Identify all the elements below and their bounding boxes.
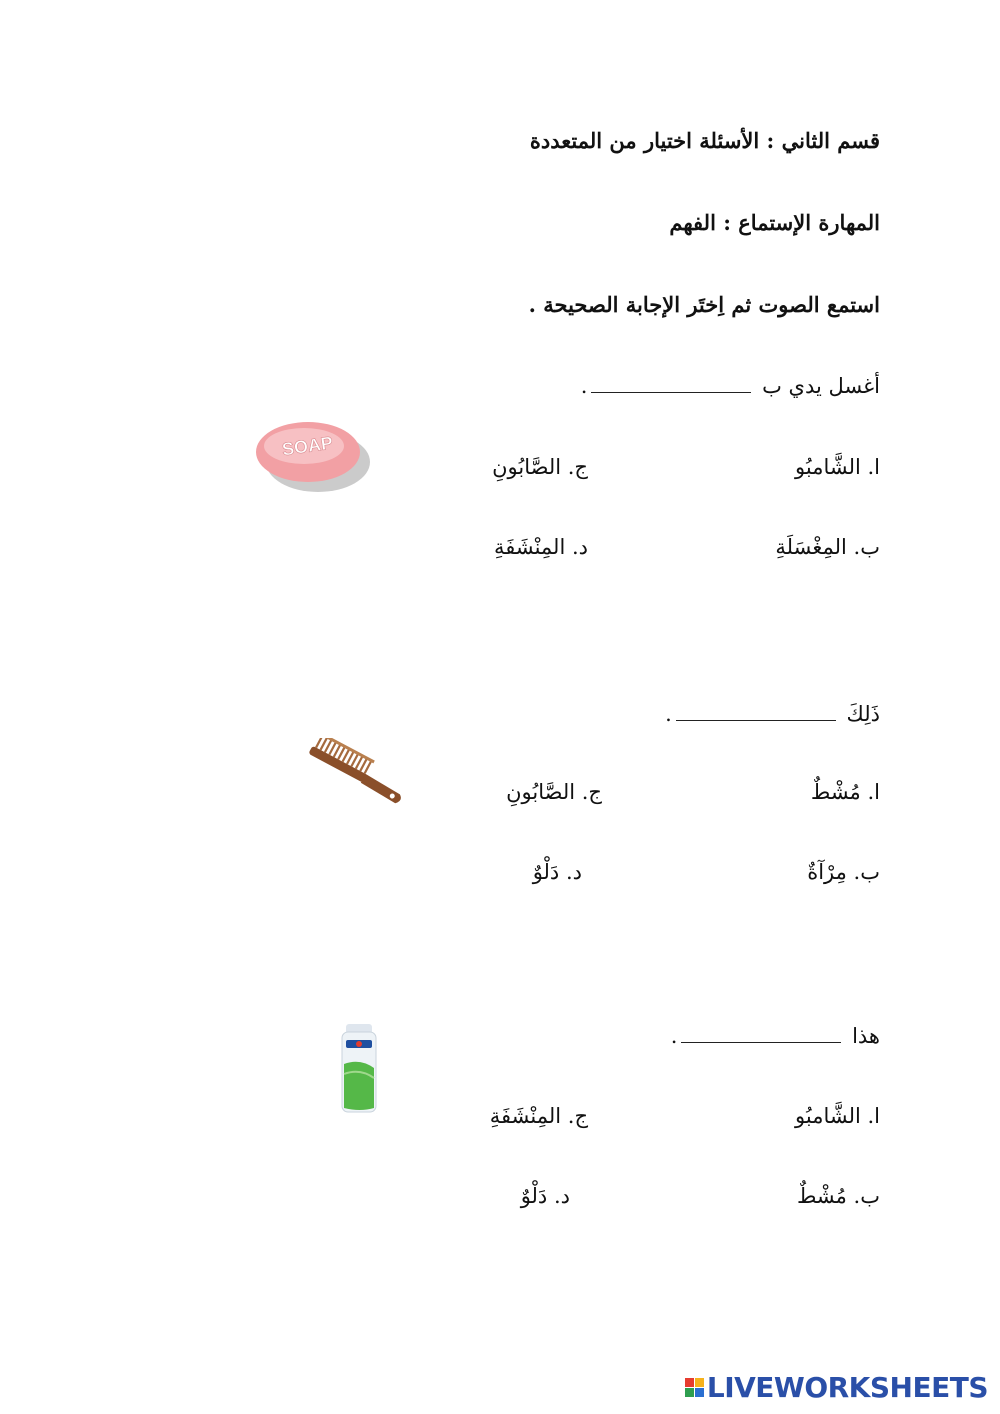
question-2-option-a[interactable]: ا. مُشْطٌ <box>810 780 880 804</box>
question-3-option-c[interactable]: ج. المِنْشَفَةِ <box>489 1104 588 1128</box>
question-3-stem <box>671 1022 880 1048</box>
question-3-option-a[interactable]: ا. الشَّامبُو <box>795 1104 880 1128</box>
question-1-option-c[interactable]: ج. الصَّابُونِ <box>492 455 588 479</box>
skill-title: المهارة الإستماع : الفهم <box>669 210 880 235</box>
section-title: قسم الثاني : الأسئلة اختيار من المتعددة <box>529 128 880 153</box>
comb-image <box>296 738 408 818</box>
liveworksheets-logo-icon <box>685 1378 704 1397</box>
question-1-option-a[interactable]: ا. الشَّامبُو <box>795 455 880 479</box>
question-2-option-c[interactable]: ج. الصَّابُونِ <box>506 780 602 804</box>
liveworksheets-footer <box>685 1372 988 1402</box>
liveworksheets-brand: LIVEWORKSHEETS <box>706 1370 988 1404</box>
question-3-blank[interactable] <box>681 1022 841 1043</box>
question-3-text: هذا <box>852 1024 880 1048</box>
question-1-period: . <box>580 374 588 398</box>
question-2-option-b[interactable]: ب. مِرْآةٌ <box>807 860 880 884</box>
question-1-stem <box>581 372 880 398</box>
question-2-option-d[interactable]: د. دَلْوٌ <box>532 860 582 884</box>
question-3-option-d[interactable]: د. دَلْوٌ <box>520 1184 570 1208</box>
soap-image <box>248 412 374 498</box>
instruction: استمع الصوت ثم اِختَر الإجابة الصحيحة . <box>528 292 880 317</box>
question-2-stem <box>665 700 880 726</box>
question-2-blank[interactable] <box>676 700 836 721</box>
question-2-period: . <box>665 702 672 726</box>
question-3-period: . <box>670 1024 678 1048</box>
question-2-text: ذَلِكَ <box>846 702 880 726</box>
question-3-option-b[interactable]: ب. مُشْطٌ <box>796 1184 880 1208</box>
question-1-text: أغسل يدي ب <box>762 374 880 398</box>
question-1-blank[interactable] <box>591 372 751 393</box>
question-1-option-b[interactable]: ب. المِغْسَلَةِ <box>775 535 880 559</box>
soap-label: SOAP <box>280 432 335 460</box>
shampoo-bottle-image <box>338 1024 380 1114</box>
question-1-option-d[interactable]: د. المِنْشَفَةِ <box>493 535 588 559</box>
